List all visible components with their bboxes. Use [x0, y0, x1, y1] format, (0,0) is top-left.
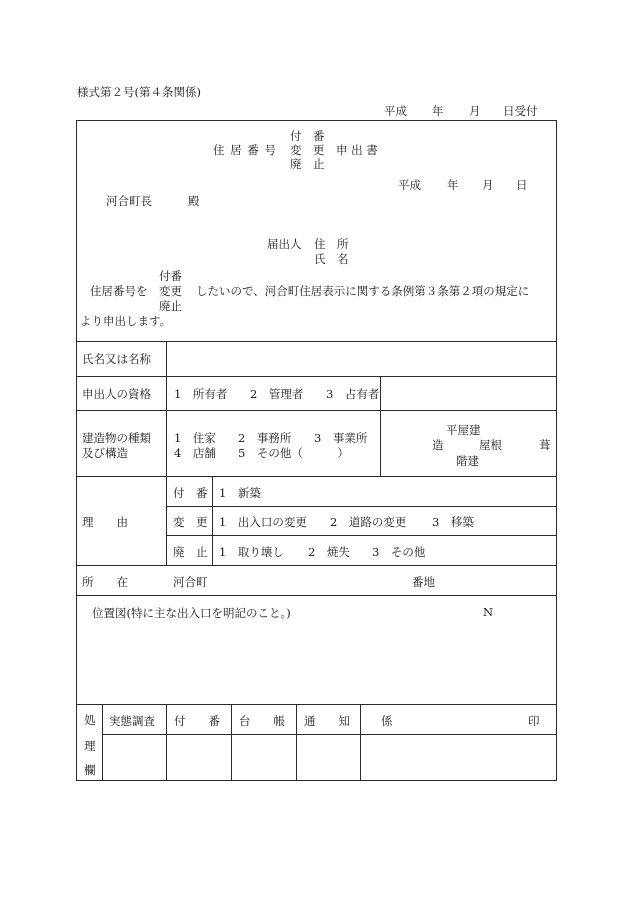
col-divider — [212, 476, 213, 565]
title-mid: 変 更 — [290, 143, 325, 157]
processing-label-1: 処 — [84, 713, 96, 727]
reason-abolish-item-3: 3 その他 — [372, 545, 426, 559]
row-divider — [76, 704, 557, 705]
location-town: 河合町 — [173, 575, 208, 589]
body-opt-top: 付番 — [159, 269, 182, 283]
body-opt-mid: 変更 — [159, 284, 182, 298]
title-main: 住 居 番 号 — [213, 143, 277, 157]
reason-assign-label: 付 番 — [173, 486, 208, 500]
structure-roof: 屋根 — [479, 438, 502, 452]
location-label: 所 在 — [82, 575, 128, 589]
col-divider — [166, 704, 167, 781]
frame-bottom — [76, 780, 557, 781]
structure-top: 平屋建 — [446, 423, 481, 437]
reason-change-item-1: 1 出入口の変更 — [219, 515, 307, 529]
col-divider — [231, 704, 232, 781]
form-code: 様式第２号(第４条関係) — [77, 85, 201, 99]
notifier-address-label: 住 所 — [314, 237, 349, 251]
row-divider — [76, 410, 557, 411]
map-north-mark: N — [483, 605, 494, 619]
frame-right — [556, 120, 557, 781]
date-month-unit: 月 — [482, 178, 494, 192]
processing-label-3: 欄 — [84, 763, 96, 777]
qualification-option-occupant: 3 占有者 — [326, 387, 380, 401]
receipt-day-label: 日受付 — [503, 104, 538, 118]
addressee-name: 河合町長 — [106, 194, 152, 208]
row-divider — [166, 506, 557, 507]
building-option-business: 3 事業所 — [314, 431, 368, 445]
structure-mid: 造 — [432, 438, 444, 452]
frame-top — [76, 120, 557, 121]
processing-header-survey: 実態調査 — [109, 714, 155, 728]
body-lead: 住居番号を — [90, 284, 148, 298]
name-label — [82, 351, 162, 367]
processing-seal: 印 — [528, 714, 540, 728]
reason-label-text: 理 由 — [82, 515, 128, 529]
reason-abolish-label: 廃 止 — [173, 545, 208, 559]
title-top: 付 番 — [290, 129, 325, 143]
reason-change-item-3: 3 移築 — [432, 515, 474, 529]
receipt-era: 平成 — [384, 104, 407, 118]
processing-header-notice: 通 知 — [304, 714, 350, 728]
location-suffix: 番地 — [412, 575, 435, 589]
receipt-month-unit: 月 — [469, 104, 481, 118]
reason-abolish-item-2: 2 焼失 — [308, 545, 350, 559]
name-label-text: 氏名又は名称 — [82, 352, 151, 366]
notifier-name-label: 氏 名 — [314, 252, 349, 266]
row-divider — [166, 535, 557, 536]
title-suffix: 申 出 書 — [336, 143, 378, 157]
map-label: 位置図(特に主な出入口を明記のこと。) — [92, 606, 291, 620]
col-divider — [166, 341, 167, 565]
building-label-2: 及び構造 — [82, 446, 128, 460]
row-divider — [76, 341, 557, 342]
building-option-house: 1 住家 — [174, 431, 216, 445]
notifier-label: 届出人 — [267, 237, 302, 251]
col-divider — [296, 704, 297, 781]
col-divider — [102, 704, 103, 781]
reason-abolish-item-1: 1 取り壊し — [219, 545, 284, 559]
processing-header-assign: 付 番 — [174, 714, 220, 728]
reason-change-label: 変 更 — [173, 515, 208, 529]
row-divider — [76, 476, 557, 477]
date-day-unit: 日 — [516, 178, 528, 192]
structure-roof-end: 葺 — [539, 438, 551, 452]
body-line2: より申出します。 — [80, 314, 172, 328]
body-opt-bottom: 廃止 — [159, 299, 182, 313]
addressee-honorific: 殿 — [188, 194, 200, 208]
col-divider — [360, 704, 361, 781]
building-option-other: 5 その他（ ） — [238, 446, 349, 460]
structure-bottom: 階建 — [456, 454, 479, 468]
building-option-office: 2 事務所 — [238, 431, 292, 445]
reason-change-item-2: 2 道路の変更 — [330, 515, 407, 529]
receipt-year-unit: 年 — [432, 104, 444, 118]
qualification-option-owner: 1 所有者 — [174, 387, 228, 401]
col-divider — [380, 376, 381, 476]
processing-label-2: 理 — [84, 739, 96, 753]
date-era: 平成 — [398, 178, 421, 192]
row-divider — [76, 565, 557, 566]
row-divider — [102, 734, 557, 735]
qualification-option-manager: 2 管理者 — [250, 387, 304, 401]
processing-header-staff: 係 — [381, 714, 393, 728]
body-rest: したいので、河合町住居表示に関する条例第３条第２項の規定に — [196, 284, 530, 298]
date-year-unit: 年 — [447, 178, 459, 192]
processing-header-ledger: 台 帳 — [239, 714, 285, 728]
building-option-shop: 4 店舗 — [174, 446, 216, 460]
frame-left — [76, 120, 77, 781]
title-bottom: 廃 止 — [290, 157, 325, 171]
reason-assign-item: 1 新築 — [219, 486, 261, 500]
building-label-1: 建造物の種類 — [82, 431, 151, 445]
row-divider — [76, 595, 557, 596]
row-divider — [76, 376, 557, 377]
qualification-label: 申出人の資格 — [82, 387, 151, 401]
